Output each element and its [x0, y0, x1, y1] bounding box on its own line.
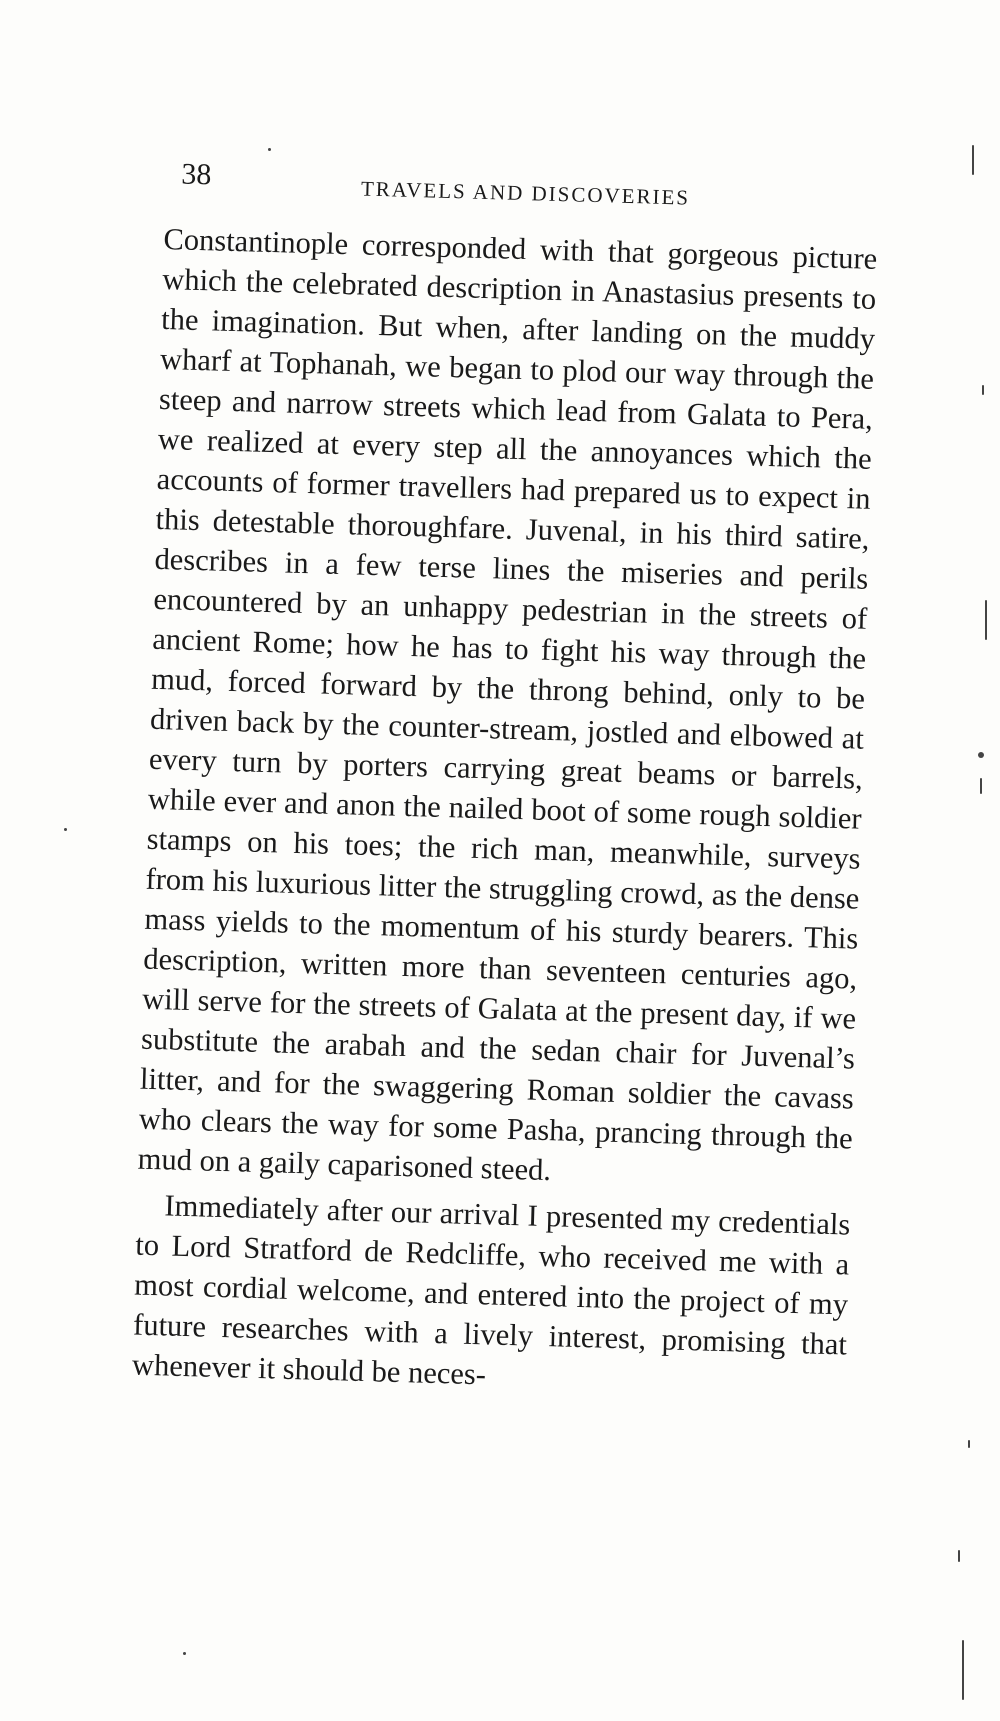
scan-speck [268, 148, 271, 151]
body-text [96, 218, 888, 1405]
scan-speck [183, 1652, 186, 1655]
paragraph: Immediately after our arrival I presented my credentials to Lord Stratford de Redcliffe, who received me with a most cordial welcome, and entered into the project of my future researches with a lively interest, promising that whenever it should be neces- [131, 1188, 851, 1392]
scan-speck [980, 778, 982, 794]
scan-speck [978, 752, 984, 758]
paragraph-continued: Constantinople corresponded with that gorgeous picture which the celebrated description in Anastasius presents to the imagination. But when, after landing on the muddy wharf at Tophanah, we began to plod our way through the steep and narrow streets which lead from Galata to Pera, we realized at every step all the annoyances which the accounts of former travellers had prepared us to expect in this detestable thoroughfare. Juvenal, in his third satire, describes in a few terse lines the miseries and perils encountered by an unhappy pedestrian in the streets of ancient Rome; how he has to fight his way through the mud, forced forward by the throng behind, only to be driven back by the counter-stream, jostled and elbowed at every turn by porters carrying great beams or barrels, while ever and anon the nailed boot of some rough soldier stamps on his toes; the rich man, meanwhile, surveys from his luxurious litter the struggling crowd, as the dense mass yields to the momentum of his sturdy bearers. This description, written more than seventeen centuries ago, will serve for the streets of Galata at the present day, if we substitute the arabah and the sedan chair for Juvenal’s litter, and for the swaggering Roman soldier the cavass who clears the way for some Pasha, prancing through the mud on a gaily caparisoned steed. [137, 221, 878, 1188]
text-block [95, 150, 889, 1411]
scan-speck [972, 145, 974, 175]
scan-speck [962, 1640, 964, 1700]
running-head [129, 150, 890, 217]
running-title: TRAVELS AND DISCOVERIES [360, 176, 691, 210]
scan-speck [982, 385, 984, 395]
page-number: 38 [180, 157, 212, 192]
scan-speck [958, 1550, 960, 1562]
scan-speck [968, 1440, 970, 1448]
scan-speck [64, 828, 67, 831]
scan-speck [985, 600, 987, 640]
